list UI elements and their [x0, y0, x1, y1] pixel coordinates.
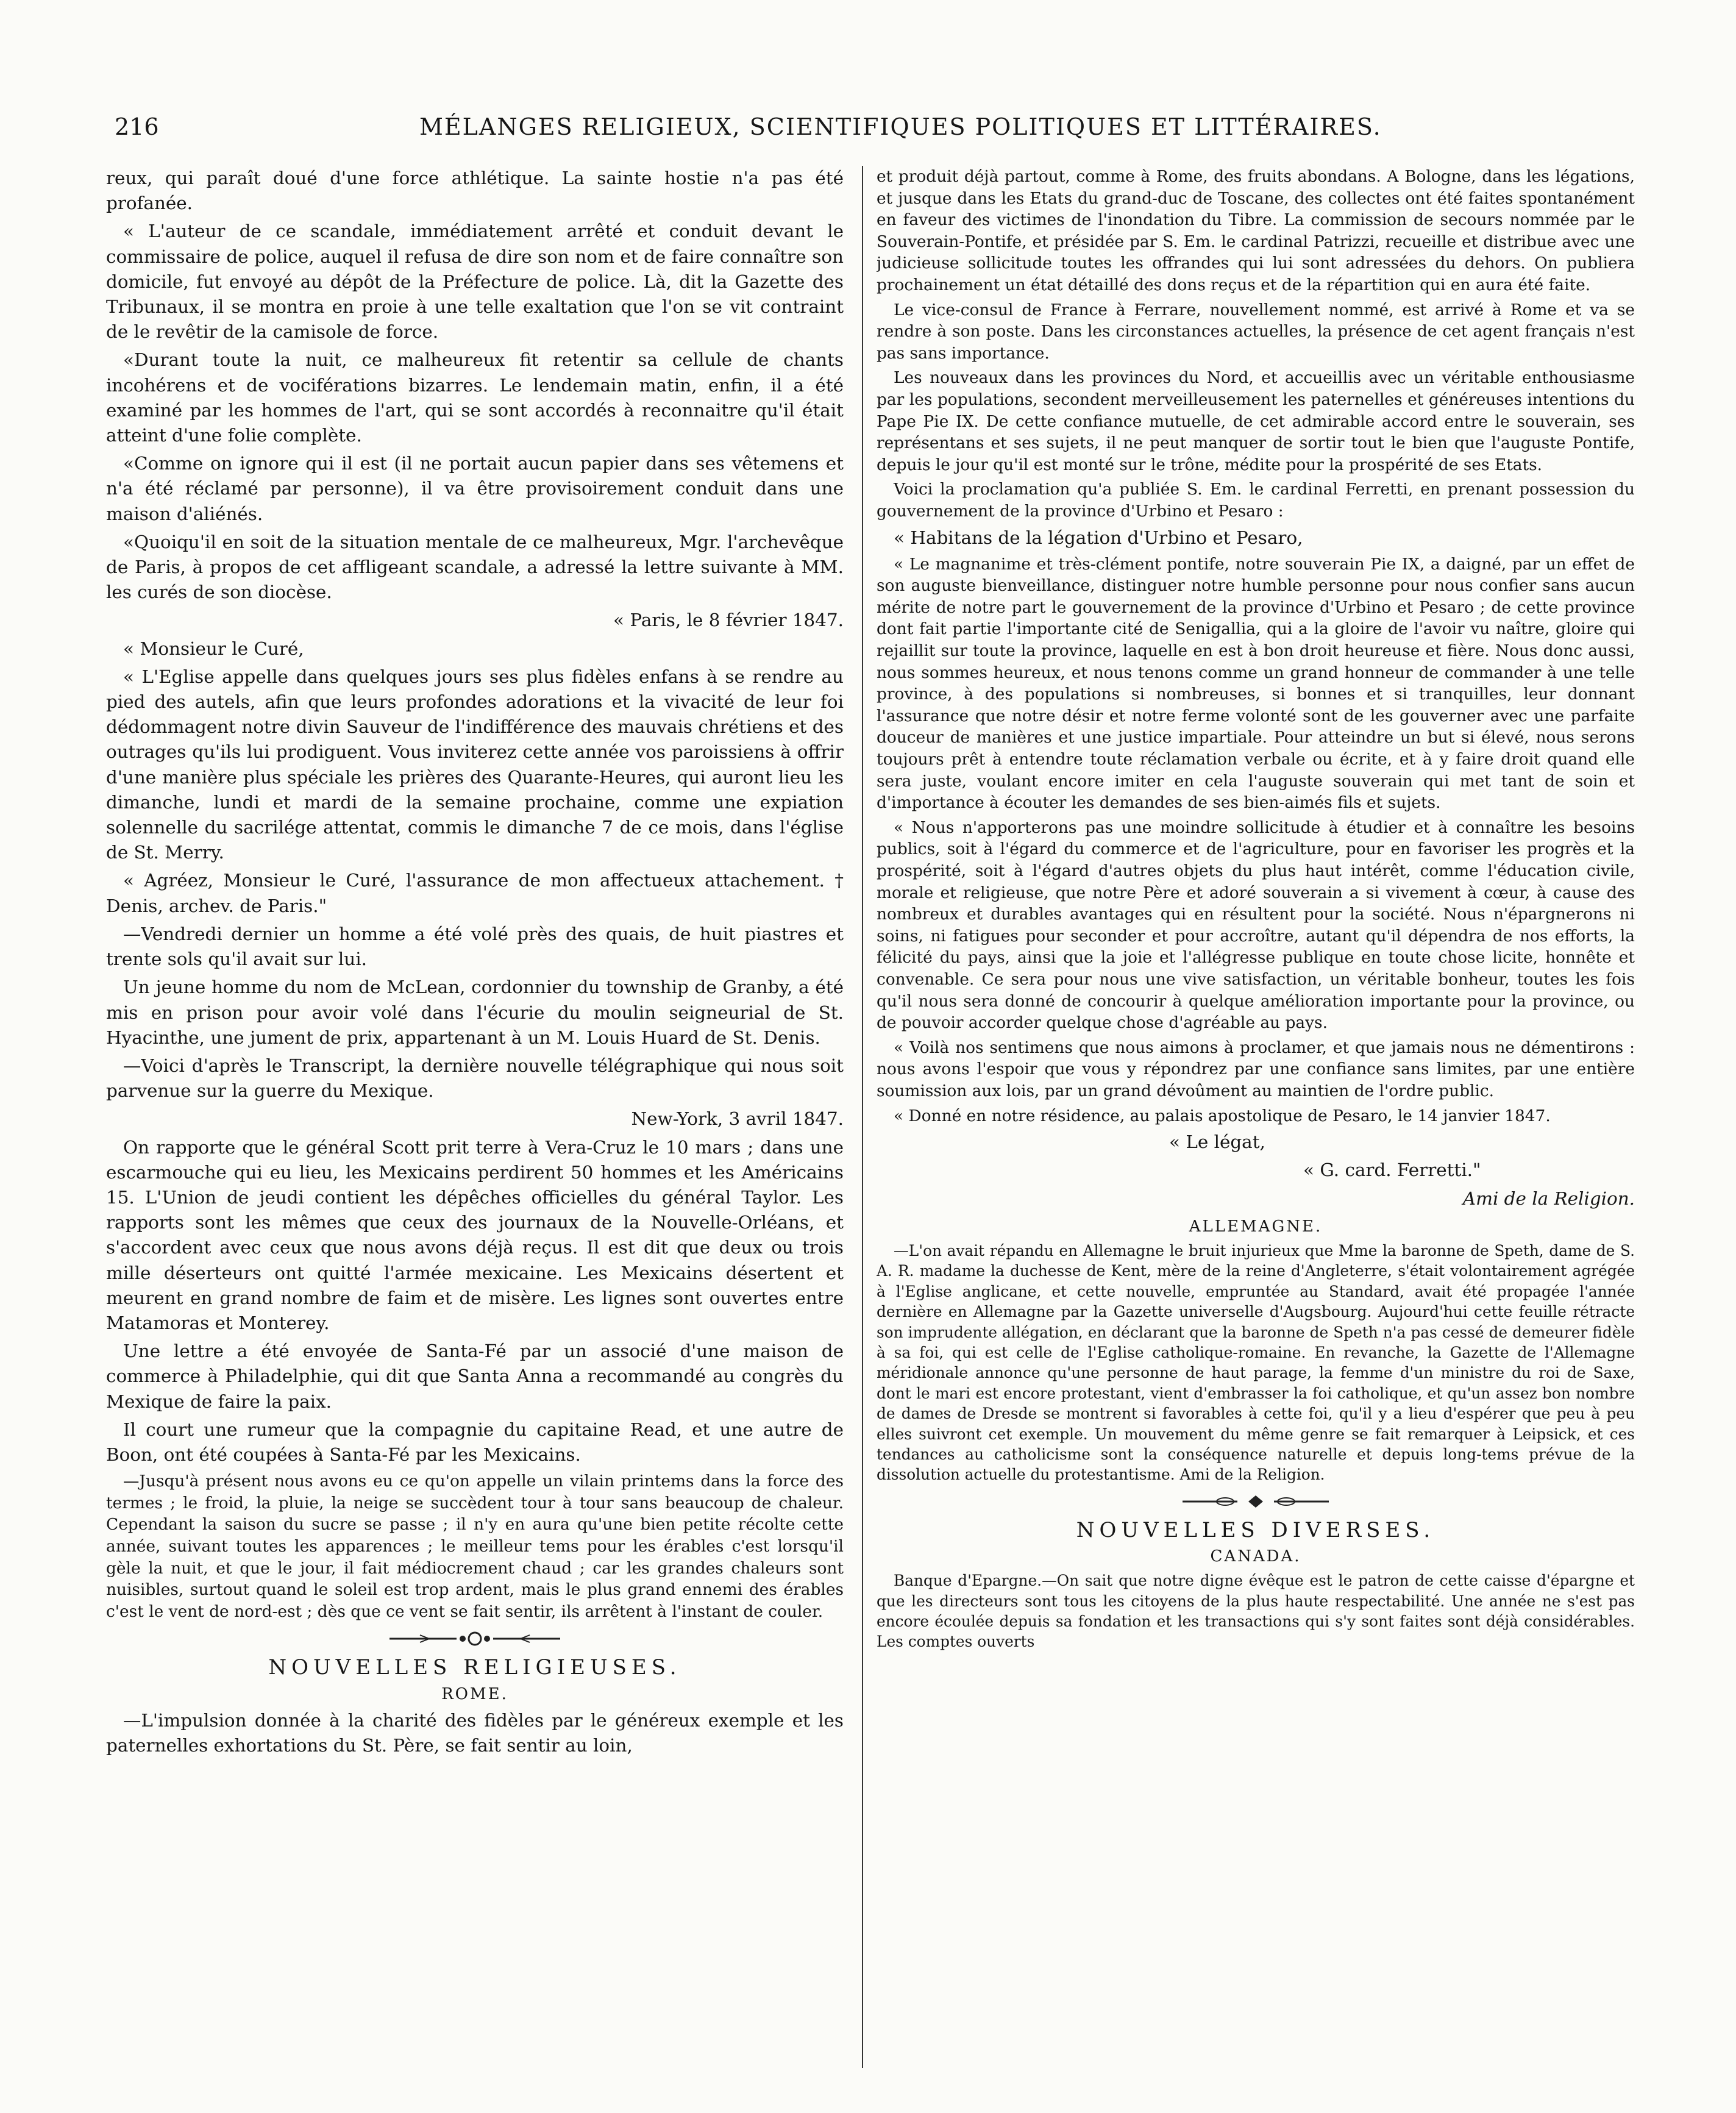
signature-line: Ami de la Religion. [1462, 1188, 1635, 1209]
paragraph: —Voici d'après le Transcript, la dernière nouvelle télégraphique qui nous soit parvenue sur la guerre du Mexique. [106, 1055, 844, 1102]
section-subtitle: CANADA. [1210, 1547, 1301, 1566]
paragraph: « Le magnanime et très-clément pontife, notre souverain Pie IX, a daigné, par un effet de son auguste bienveillance, distinguer notre humble personne pour nous confier sans aucun mérite de notre part le gouvernement de la province d'Urbino et Pesaro ; de cette province dont fait partie l'importante cité de Senigallia, qui a la gloire de l'avoir vu naître, gloire qui rejaillit sur toute la province, laquelle en est à bon droit heureuse et fière. Nous donc aussi, nous sommes heureux, et nous tenons comme un grand honneur de commander à une telle province, à des populations si nombreuses, si bonnes et si tranquilles, leur donnant l'assurance que notre désir et notre ferme volonté sont de les gouverner avec une parfaite douceur de manières et une justice impartiale. Pour atteindre un but si élevé, nous serons toujours prêt à entendre toute réclamation verbale ou écrite, et à y faire droit quand elle sera juste, voulant encore imiter en cela l'auguste souverain qui met tant de soin et d'importance à écouter les demandes de ses bien-aimés fils et sujets. [877, 554, 1635, 813]
paragraph: —L'on avait répandu en Allemagne le bruit injurieux que Mme la baronne de Speth, dame de S. A. R. madame la duchesse de Kent, mère de la reine d'Angleterre, s'était volontairement agrégée à l'Eglise anglicane, et cette nouvelle, empruntée au Standard, avait été propagée l'année dernière en Allemagne par la Gazette universelle d'Augsbourg. Aujourd'hui cette feuille rétracte son imprudente allégation, en déclarant que la baronne de Speth n'a pas cessé de demeurer fidèle à sa foi, qui est celle de l'Eglise catholique-romaine. En revanche, la Gazette de l'Allemagne méridionale annonce qu'une personne de haut parage, la femme d'un ministre du roi de Saxe, dont le mari est encore protestant, vient d'embrasser la foi catholique, et qu'un assez bon nombre de dames de Dresde se montrent si favorables à cette foi, qu'il y a lieu d'espérer que peu à peu elles suivront cet exemple. Un mouvement du même genre se fait remarquer à Leipsick, et ces tendances au catholicisme sont la conséquence naturelle et depuis long-tems prévue de la dissolution actuelle du protestantisme. Ami de la Religion. [877, 1241, 1635, 1484]
paragraph: « Nous n'apporterons pas une moindre sollicitude à étudier et à connaître les besoins publics, soit à l'égard du commerce et de l'agriculture, pour en favoriser les progrès et la prospérité, soit à l'égard d'autres objets du plus haut intérêt, comme l'éducation civile, morale et religieuse, que notre Père et adoré souverain a si vivement à cœur, à cause des nombreux et durables avantages qui en résultent pour la société. Nous n'épargnerons ni soins, ni fatigues pour seconder et pour accroître, autant qu'il dépendra de nos efforts, la félicité du pays, ainsi que la joie et l'allégresse publique en toute chose licite, honnête et convenable. Ce sera pour nous une vive satisfaction, un véritable bonheur, toutes les fois qu'il nous sera donné de concourir à quelque amélioration importante pour la province, ou de pouvoir accorder quelque chose d'agréable au pays. [877, 818, 1635, 1033]
ornament-icon [1164, 1493, 1347, 1510]
paragraph: « L'auteur de ce scandale, immédiatement arrêté et conduit devant le commissaire de police, auquel il refusa de dire son nom et de faire connaître son domicile, fut envoyé au dépôt de la Préfecture de police. Là, dit la Gazette des Tribunaux, il se montra en proie à une telle exaltation que l'on se vit contraint de le revêtir de la camisole de force. [106, 221, 844, 343]
page-header [115, 113, 1626, 156]
paragraph: reux, qui paraît doué d'une force athlétique. La sainte hostie n'a pas été profanée. [106, 168, 844, 214]
paragraph: Il court une rumeur que la compagnie du capitaine Read, et une autre de Boon, ont été coupées à Santa-Fé par les Mexicains. [106, 1419, 844, 1465]
paragraph: «Quoiqu'il en soit de la situation mentale de ce malheureux, Mgr. l'archevêque de Paris, à propos de cet affligeant scandale, a adressé la lettre suivante à MM. les curés de son diocèse. [106, 531, 844, 603]
salutation: « Monsieur le Curé, [123, 638, 304, 659]
section-title: NOUVELLES DIVERSES. [1076, 1517, 1435, 1542]
column-rule [862, 166, 863, 2068]
ornament-divider [106, 1628, 844, 1649]
paragraph: Les nouveaux dans les provinces du Nord, et accueillis avec un véritable enthousiasme par les populations, secondent merveilleusement les paternelles et généreuses intentions du Pape Pie IX. De cette confiance mutuelle, de cet admirable accord entre le souverain, ses représentans et ses sujets, il ne peut manquer de sortir tout le bien que l'auguste Pontife, depuis le jour qu'il est monté sur le trône, médite pour la prospérité de ses Etats. [877, 368, 1635, 474]
paragraph: «Durant toute la nuit, ce malheureux fit retentir sa cellule de chants incohérens et de vociférations bizarres. Le lendemain matin, enfin, il a été examiné par les hommes de l'art, qui se sont accordés à reconnaitre qu'il était atteint d'une folie complète. [106, 349, 844, 446]
section-subtitle: ALLEMAGNE. [1189, 1217, 1323, 1236]
ornament-icon [383, 1630, 566, 1647]
running-title: MÉLANGES RELIGIEUX, SCIENTIFIQUES POLITIQUES ET LITTÉRAIRES. [419, 113, 1382, 140]
paragraph: « Habitans de la légation d'Urbino et Pesaro, [894, 527, 1303, 548]
paragraph: « Voilà nos sentimens que nous aimons à proclamer, et que jamais nous ne démentirons : nous avons l'espoir que vous y répondrez par une confiance sans limites, par une entière soumission aux lois, par un grand dévoûment au maintien de l'ordre public. [877, 1038, 1635, 1100]
paragraph: «Comme on ignore qui il est (il ne portait aucun papier dans ses vêtemens et n'a été réclamé par personne), il va être provisoirement conduit dans une maison d'aliénés. [106, 453, 844, 524]
paragraph: On rapporte que le général Scott prit terre à Vera-Cruz le 10 mars ; dans une escarmouche qui eu lieu, les Mexicains perdirent 50 hommes et les Américains 15. L'Union de jeudi contient les dépêches officielles du général Taylor. Les rapports sont les mêmes que ceux des journaux de la Nouvelle-Orléans, et s'accordent avec ceux que nous avons déjà reçus. Il est dit que deux ou trois mille déserteurs ont quitté l'armée mexicaine. Les Mexicains désertent et meurent en grand nombre de faim et de misère. Les lignes sont ouvertes entre Matamoras et Monterey. [106, 1136, 844, 1333]
paragraph: Banque d'Epargne.—On sait que notre digne évêque est le patron de cette caisse d'épargne et que les directeurs sont tous les citoyens de la plus haute respectabilité. Une année ne s'est pas encore écoulée depuis sa fondation et les transactions qui s'y sont faites sont déjà considérables. Les comptes ouverts [877, 1572, 1635, 1651]
right-column [877, 166, 1635, 2056]
paragraph: et produit déjà partout, comme à Rome, des fruits abondans. A Bologne, dans les légations, et jusque dans les Etats du grand-duc de Toscane, des collectes ont été faites spontanément en faveur des victimes de l'inondation du Tibre. La commission de secours nommée par le Souverain-Pontife, et présidée par S. Em. le cardinal Patrizzi, recueille et distribue avec une judicieuse sollicitude toutes les offrandes qui lui sont adressées du dehors. On publiera prochainement un état détaillé des dons reçus et de la répartition qui en aura été faite. [877, 167, 1635, 294]
dateline: New-York, 3 avril 1847. [631, 1108, 844, 1130]
paragraph: —L'impulsion donnée à la charité des fidèles par le généreux exemple et les paternelles exhortations du St. Père, se fait sentir au loin, [106, 1709, 844, 1756]
signature-line: « Le légat, [1169, 1131, 1265, 1153]
paragraph: « Donné en notre résidence, au palais apostolique de Pesaro, le 14 janvier 1847. [894, 1106, 1551, 1125]
paragraph: —Jusqu'à présent nous avons eu ce qu'on appelle un vilain printems dans la force des termes ; le froid, la pluie, la neige se succèdent tour à tour sans beaucoup de chaleur. Cependant la saison du sucre se passe ; il n'y en aura qu'une bien petite récolte cette année, suivant toutes les apparences ; le meilleur tems pour les érables c'est lorsqu'il gèle la nuit, et que le jour, il fait médiocrement chaud ; car les grandes chaleurs sont nuisibles, surtout quand le soleil est trop ardent, mais le plus grand ennemi des érables c'est le vent de nord-est ; dès que ce vent se fait sentir, ils arrêtent à l'instant de couler. [106, 1472, 844, 1621]
page-number: 216 [115, 113, 159, 140]
signature-line: « G. card. Ferretti." [1303, 1160, 1481, 1181]
dateline: « Paris, le 8 février 1847. [613, 610, 844, 631]
paragraph: « Agréez, Monsieur le Curé, l'assurance de mon affectueux attachement. † Denis, archev. de Paris." [106, 870, 844, 916]
paragraph: —Vendredi dernier un homme a été volé près des quais, de huit piastres et trente sols qu'il avait sur lui. [106, 923, 844, 970]
paragraph: Le vice-consul de France à Ferrare, nouvellement nommé, est arrivé à Rome et va se rendre à son poste. Dans les circonstances actuelles, la présence de cet agent français n'est pas sans importance. [877, 300, 1635, 363]
section-title: NOUVELLES RELIGIEUSES. [268, 1655, 681, 1680]
paragraph: Voici la proclamation qu'a publiée S. Em. le cardinal Ferretti, en prenant possession du gouvernement de la province d'Urbino et Pesaro : [877, 480, 1635, 521]
ornament-divider [877, 1491, 1635, 1512]
paragraph: Une lettre a été envoyée de Santa-Fé par un associé d'une maison de commerce à Philadelphie, qui dit que Santa Anna a recommandé au congrès du Mexique de faire la paix. [106, 1341, 844, 1412]
left-column [106, 166, 844, 2056]
paragraph: Un jeune homme du nom de McLean, cordonnier du township de Granby, a été mis en prison pour avoir volé dans l'écurie du moulin seigneurial de St. Hyacinthe, une jument de prix, appartenant à un M. Louis Huard de St. Denis. [106, 977, 844, 1048]
section-subtitle: ROME. [441, 1684, 508, 1703]
paragraph: « L'Eglise appelle dans quelques jours ses plus fidèles enfans à se rendre au pied des autels, afin que leurs profondes adorations et la vivacité de leur foi dédommagent notre divin Sauveur de l'indifférence des mauvais chrétiens et des outrages qu'ils lui prodiguent. Vous inviterez cette année vos paroissiens à offrir d'une manière plus spéciale les prières des Quarante-Heures, qui auront lieu les dimanche, lundi et mardi de la semaine prochaine, comme une expiation solennelle du sacrilége attentat, commis le dimanche 7 de ce mois, dans l'église de St. Merry. [106, 666, 844, 863]
